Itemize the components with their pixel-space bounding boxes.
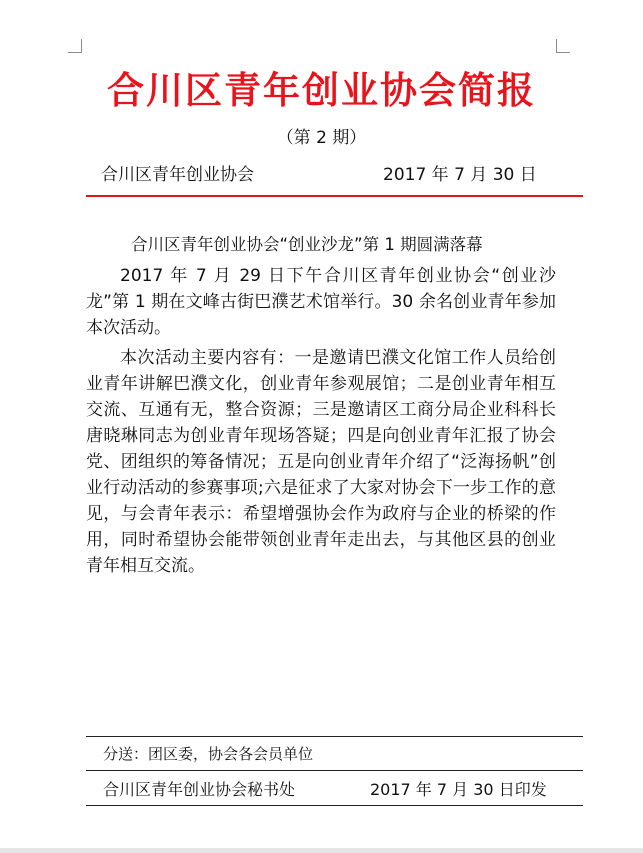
crop-mark-top-left <box>68 39 82 53</box>
header-date: 2017 年 7 月 30 日 <box>383 165 537 185</box>
masthead-title: 合川区青年创业协会简报 <box>107 69 536 112</box>
distribution-list: 分送：团区委，协会各会员单位 <box>103 745 314 763</box>
issue-date: 2017 年 7 月 30 日印发 <box>370 780 547 799</box>
issuing-office: 合川区青年创业协会秘书处 <box>103 780 296 799</box>
crop-mark-top-right <box>556 39 570 53</box>
issue-number: （第 2 期） <box>276 128 367 148</box>
red-divider <box>86 195 583 197</box>
article-paragraph: 2017 年 7 月 29 日下午合川区青年创业协会“创业沙龙”第 1 期在文峰古街巴濮艺术馆举行。30 余名创业青年参加本次活动。 <box>86 266 556 338</box>
footer-divider-bottom <box>86 805 583 806</box>
footer-divider-middle <box>86 770 583 771</box>
issuing-organization: 合川区青年创业协会 <box>101 165 254 185</box>
page-bottom-edge <box>0 848 643 853</box>
article-paragraph: 本次活动主要内容有：一是邀请巴濮文化馆工作人员给创业青年讲解巴濮文化，创业青年参观展馆；二是创业青年相互交流、互通有无，整合资源；三是邀请区工商分局企业科科长唐晓琳同志为创业青年现场答疑；四是向创业青年汇报了协会党、团组织的筹备情况；五是向创业青年介绍了“泛海扬帆”创业行动活动的参赛事项;六是征求了大家对协会下一步工作的意见，与会青年表示：希望增强协会作为政府与企业的桥梁的作用，同时希望协会能带领创业青年走出去，与其他区县的创业青年相互交流。 <box>86 348 556 576</box>
article-body <box>86 263 556 583</box>
footer-divider-top <box>86 736 583 737</box>
article-title: 合川区青年创业协会“创业沙龙”第 1 期圆满落幕 <box>131 235 483 254</box>
